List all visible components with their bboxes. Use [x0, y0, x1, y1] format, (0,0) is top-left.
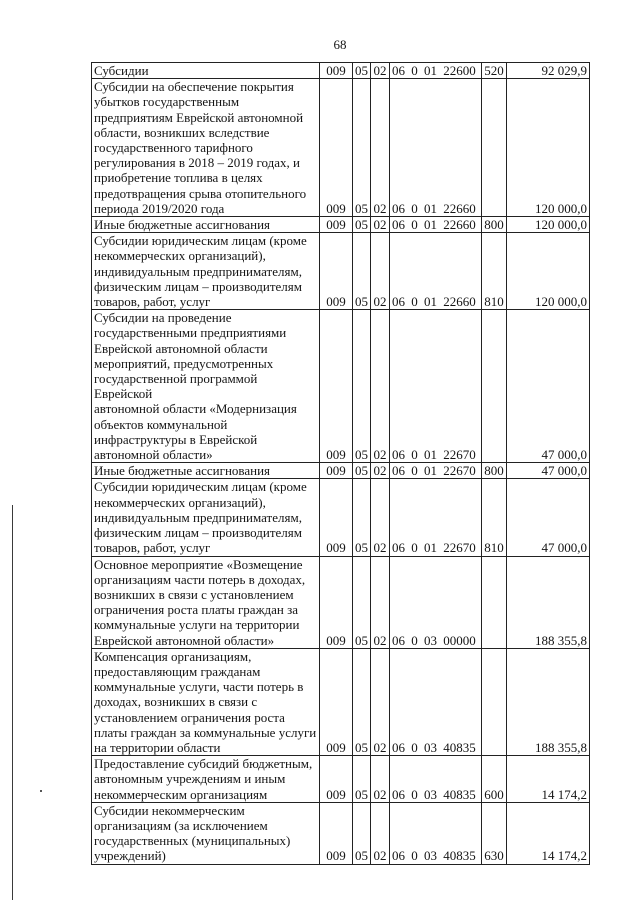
- row-target-article-code: 06 0 01 22670: [390, 479, 482, 556]
- row-amount: 92 029,9: [507, 63, 590, 79]
- table-row: [92, 463, 590, 479]
- row-expense-type-code: 800: [482, 463, 507, 479]
- row-target-article-code: 06 0 01 22600: [390, 63, 482, 79]
- budget-table: [91, 62, 590, 865]
- row-section-code: 05: [353, 79, 371, 217]
- row-subsection-code: 02: [371, 556, 390, 648]
- row-name: Субсидии: [92, 63, 320, 79]
- row-ministry-code: 009: [320, 79, 353, 217]
- table-row: [92, 756, 590, 803]
- row-expense-type-code: [482, 79, 507, 217]
- row-name: Субсидии юридическим лицам (кроме некоммерческих организаций), индивидуальным предпринимателям, физическим лицам – производителям товаров, работ, услуг: [92, 479, 320, 556]
- row-target-article-code: 06 0 03 00000: [390, 556, 482, 648]
- row-ministry-code: 009: [320, 63, 353, 79]
- row-target-article-code: 06 0 03 40835: [390, 756, 482, 803]
- row-section-code: 05: [353, 756, 371, 803]
- row-name: Субсидии юридическим лицам (кроме некоммерческих организаций), индивидуальным предпринимателям, физическим лицам – производителям товаров, работ, услуг: [92, 233, 320, 310]
- page-number: 68: [333, 37, 347, 52]
- row-expense-type-code: 800: [482, 217, 507, 233]
- row-amount: 14 174,2: [507, 802, 590, 864]
- row-subsection-code: 02: [371, 63, 390, 79]
- row-name: Субсидии на обеспечение покрытия убытков государственным предприятиям Еврейской автономной области, возникших вследствие государственного тарифного регулирования в 2018 – 2019 годах, и приобретение топлива в целях предотвращения срыва отопительного периода 2019/2020 года: [92, 79, 320, 217]
- row-target-article-code: 06 0 01 22670: [390, 310, 482, 463]
- row-expense-type-code: 630: [482, 802, 507, 864]
- table-row: [92, 79, 590, 217]
- table-row: [92, 233, 590, 310]
- row-expense-type-code: [482, 556, 507, 648]
- row-amount: 188 355,8: [507, 556, 590, 648]
- row-target-article-code: 06 0 01 22660: [390, 233, 482, 310]
- row-expense-type-code: 600: [482, 756, 507, 803]
- row-section-code: 05: [353, 233, 371, 310]
- row-target-article-code: 06 0 03 40835: [390, 648, 482, 755]
- table-row: [92, 802, 590, 864]
- row-target-article-code: 06 0 01 22660: [390, 217, 482, 233]
- row-name: Предоставление субсидий бюджетным, автономным учреждениям и иным некоммерческим организациям: [92, 756, 320, 803]
- row-section-code: 05: [353, 310, 371, 463]
- table-row: [92, 217, 590, 233]
- row-subsection-code: 02: [371, 233, 390, 310]
- row-ministry-code: 009: [320, 233, 353, 310]
- row-amount: 47 000,0: [507, 310, 590, 463]
- row-subsection-code: 02: [371, 648, 390, 755]
- row-expense-type-code: 520: [482, 63, 507, 79]
- row-ministry-code: 009: [320, 479, 353, 556]
- row-subsection-code: 02: [371, 310, 390, 463]
- row-ministry-code: 009: [320, 648, 353, 755]
- scan-artifact-dot: [40, 790, 42, 792]
- row-amount: 47 000,0: [507, 463, 590, 479]
- row-amount: 120 000,0: [507, 233, 590, 310]
- row-subsection-code: 02: [371, 756, 390, 803]
- table-row: [92, 63, 590, 79]
- table-row: [92, 648, 590, 755]
- row-section-code: 05: [353, 802, 371, 864]
- row-name: Компенсация организациям, предоставляющим гражданам коммунальные услуги, части потерь в доходах, возникших в связи с установлением ограничения роста платы граждан за коммунальные услуги на территории области: [92, 648, 320, 755]
- row-section-code: 05: [353, 463, 371, 479]
- row-subsection-code: 02: [371, 79, 390, 217]
- row-amount: 47 000,0: [507, 479, 590, 556]
- row-section-code: 05: [353, 648, 371, 755]
- row-subsection-code: 02: [371, 217, 390, 233]
- row-expense-type-code: 810: [482, 233, 507, 310]
- row-expense-type-code: 810: [482, 479, 507, 556]
- row-name: Субсидии некоммерческим организациям (за исключением государственных (муниципальных) учреждений): [92, 802, 320, 864]
- row-target-article-code: 06 0 01 22670: [390, 463, 482, 479]
- row-ministry-code: 009: [320, 463, 353, 479]
- row-subsection-code: 02: [371, 802, 390, 864]
- row-expense-type-code: [482, 310, 507, 463]
- table-row: [92, 479, 590, 556]
- row-target-article-code: 06 0 03 40835: [390, 802, 482, 864]
- row-ministry-code: 009: [320, 310, 353, 463]
- row-target-article-code: 06 0 01 22660: [390, 79, 482, 217]
- row-ministry-code: 009: [320, 217, 353, 233]
- row-ministry-code: 009: [320, 556, 353, 648]
- row-amount: 120 000,0: [507, 217, 590, 233]
- row-amount: 14 174,2: [507, 756, 590, 803]
- row-section-code: 05: [353, 63, 371, 79]
- row-name: Иные бюджетные ассигнования: [92, 217, 320, 233]
- row-expense-type-code: [482, 648, 507, 755]
- scan-artifact-line: [12, 505, 13, 900]
- row-subsection-code: 02: [371, 463, 390, 479]
- table-row: [92, 310, 590, 463]
- row-ministry-code: 009: [320, 756, 353, 803]
- row-name: Субсидии на проведение государственными предприятиями Еврейской автономной области мероприятий, предусмотренных государственной программой Еврейской автономной области «Модернизация объектов коммунальной инфраструктуры в Еврейской автономной области»: [92, 310, 320, 463]
- row-ministry-code: 009: [320, 802, 353, 864]
- row-section-code: 05: [353, 217, 371, 233]
- table-row: [92, 556, 590, 648]
- row-name: Иные бюджетные ассигнования: [92, 463, 320, 479]
- row-section-code: 05: [353, 479, 371, 556]
- row-subsection-code: 02: [371, 479, 390, 556]
- row-amount: 120 000,0: [507, 79, 590, 217]
- row-amount: 188 355,8: [507, 648, 590, 755]
- row-section-code: 05: [353, 556, 371, 648]
- row-name: Основное мероприятие «Возмещение организациям части потерь в доходах, возникших в связи с установлением ограничения роста платы граждан за коммунальные услуги на территории Еврейской автономной области»: [92, 556, 320, 648]
